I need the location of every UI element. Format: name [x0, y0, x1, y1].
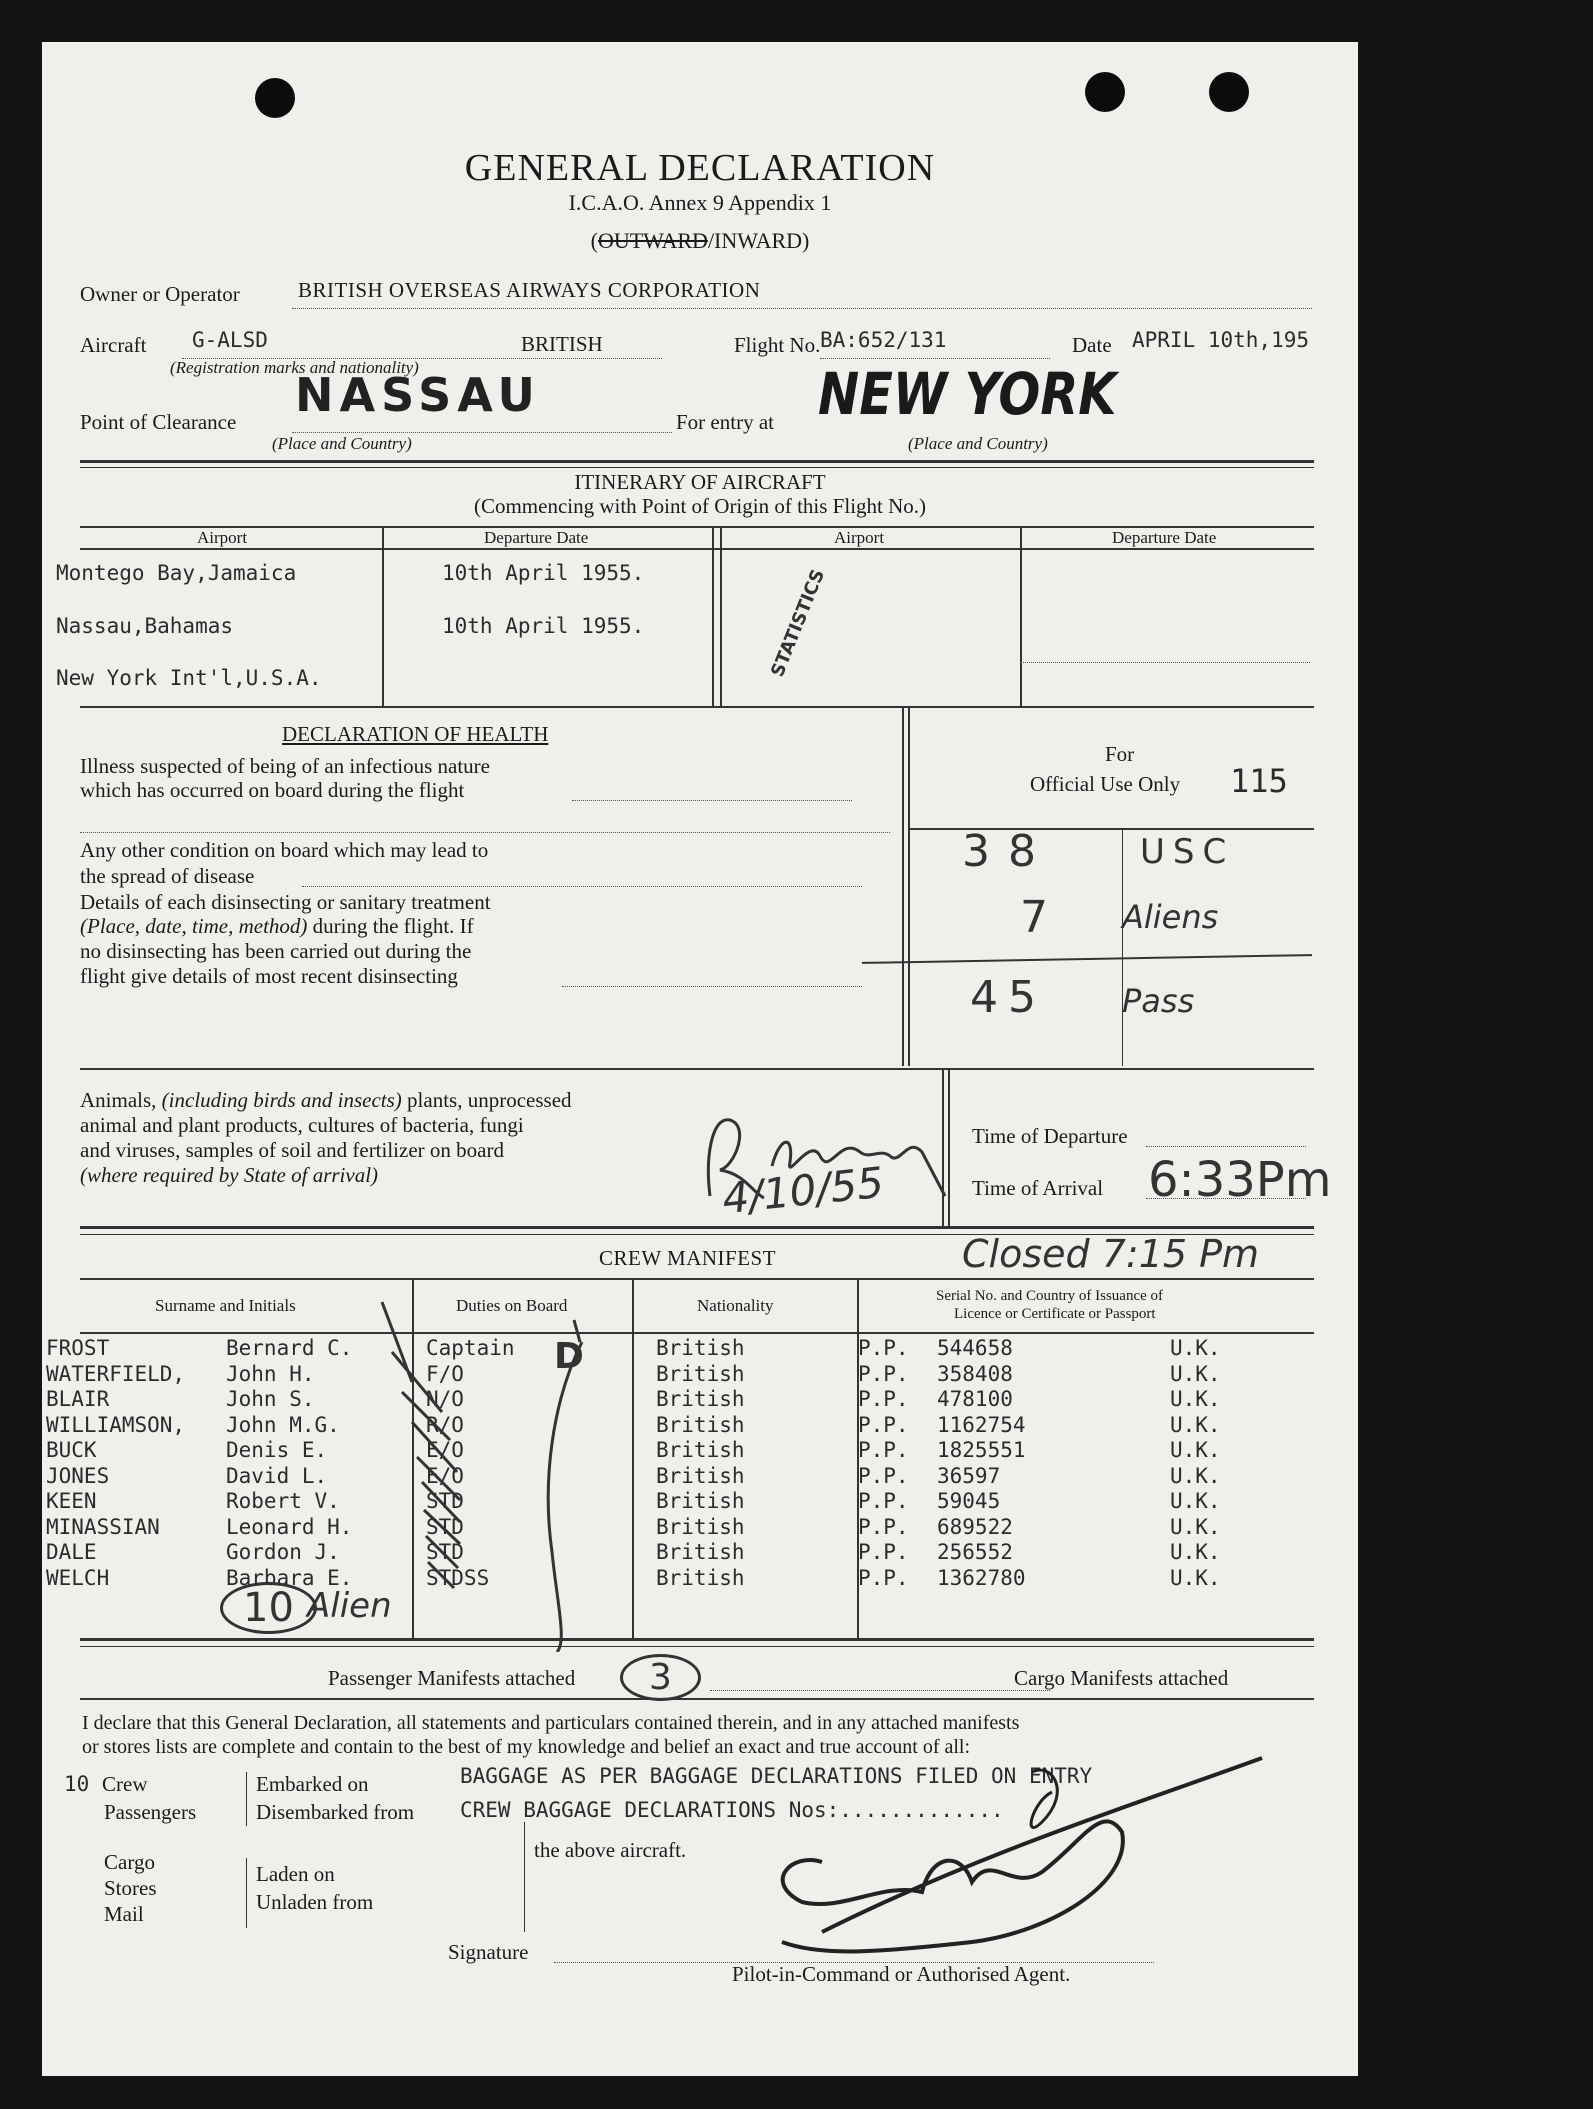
crew-nat: British: [656, 1565, 745, 1590]
clearance-note: (Place and Country): [272, 434, 412, 453]
passenger-manifests-count: 3: [620, 1654, 701, 1701]
arrival-value: 6:33Pm: [1148, 1152, 1332, 1208]
health-title: DECLARATION OF HEALTH: [282, 722, 549, 746]
tally-code-2: Aliens: [1122, 898, 1219, 936]
crew-surname: KEEN: [46, 1489, 97, 1513]
aircraft-registration: G-ALSD: [192, 328, 268, 352]
health-dis-2: (Place, date, time, method) during the flight. If: [80, 914, 474, 938]
captain-mark: D: [554, 1336, 584, 1377]
declaration-line-1: I declare that this General Declaration, all statements and particulars contained therein, and in any attached manifests: [82, 1712, 1020, 1734]
crew-country: U.K.: [1170, 1489, 1221, 1513]
crew-title: CREW MANIFEST: [599, 1246, 777, 1270]
entry-note: (Place and Country): [908, 434, 1048, 453]
official-label: Official Use Only: [1030, 772, 1181, 796]
itinerary-airport-1: Montego Bay,Jamaica: [56, 561, 297, 585]
crew-pp: P.P.: [858, 1412, 909, 1437]
itinerary-date-2: 10th April 1955.: [442, 614, 645, 638]
crew-pp: P.P.: [858, 1336, 909, 1360]
crew-duty: Captain: [426, 1336, 515, 1360]
crew-initials: John H.: [226, 1361, 315, 1386]
tally-count-1: 38: [962, 826, 1054, 877]
aircraft-label: Aircraft: [80, 333, 147, 357]
health-illness-2: which has occurred on board during the flight: [80, 778, 465, 802]
itinerary-col-airport-2: Airport: [834, 528, 885, 547]
punch-hole: [1085, 72, 1125, 112]
clearance-label: Point of Clearance: [80, 410, 237, 434]
crew-pp: P.P.: [858, 1387, 909, 1411]
decl-stores: Stores: [104, 1876, 157, 1900]
baggage-line-1: BAGGAGE AS PER BAGGAGE DECLARATIONS FILED ON ENTRY: [460, 1764, 1093, 1788]
crew-surname: DALE: [46, 1540, 97, 1564]
crew-surname: WELCH: [46, 1565, 110, 1590]
crew-duty: R/O: [426, 1412, 464, 1437]
crew-pp: P.P.: [858, 1514, 909, 1539]
crew-tally-marks: [342, 1282, 742, 1652]
crew-hand-note: Alien: [307, 1586, 392, 1626]
crew-initials: Leonard H.: [226, 1514, 353, 1539]
flight-number: BA:652/131: [820, 328, 947, 352]
crew-serial: 1162754: [937, 1412, 1026, 1437]
flight-label: Flight No.: [734, 333, 821, 357]
crew-duty: E/O: [426, 1463, 464, 1488]
crew-initials: John M.G.: [226, 1412, 340, 1437]
entry-stamp: NEW YORK: [818, 360, 1117, 428]
pilot-signature: [722, 1742, 1342, 1982]
decl-disembarked: Disembarked from: [256, 1800, 415, 1824]
crew-pp: P.P.: [858, 1463, 909, 1488]
decl-embarked: Embarked on: [256, 1772, 369, 1796]
health-dis-3: no disinsecting has been carried out during the: [80, 939, 472, 963]
tally-count-3: 45: [970, 972, 1046, 1023]
crew-surname: BLAIR: [46, 1387, 110, 1411]
crew-nat: British: [656, 1361, 745, 1386]
statistics-stamp: STATISTICS: [767, 566, 830, 680]
crew-country: U.K.: [1170, 1387, 1221, 1411]
health-illness-1: Illness suspected of being of an infectious nature: [80, 754, 490, 778]
crew-initials: John S.: [226, 1387, 315, 1411]
arrival-label: Time of Arrival: [972, 1176, 1104, 1200]
crew-surname: WATERFIELD,: [46, 1361, 186, 1386]
tally-count-2: 7: [1020, 892, 1048, 943]
crew-country: U.K.: [1170, 1463, 1221, 1488]
punch-hole: [1209, 72, 1249, 112]
itinerary-airport-3: New York Int'l,U.S.A.: [56, 666, 322, 690]
pilot-label: Pilot-in-Command or Authorised Agent.: [732, 1962, 1071, 1986]
cargo-manifests-label: Cargo Manifests attached: [1014, 1666, 1229, 1690]
crew-pp: P.P.: [858, 1361, 909, 1386]
decl-passengers: Passengers: [104, 1800, 197, 1824]
decl-crew: Crew: [102, 1772, 148, 1796]
crew-surname: BUCK: [46, 1438, 97, 1462]
crew-nat: British: [656, 1489, 745, 1513]
crew-nat: British: [656, 1412, 745, 1437]
crew-pp: P.P.: [858, 1540, 909, 1564]
declaration-line-2: or stores lists are complete and contain to the best of my knowledge and belief an exact and true account of all:: [82, 1736, 971, 1758]
health-other-2: the spread of disease: [80, 864, 255, 888]
entry-label: For entry at: [676, 410, 774, 434]
crew-pp: P.P.: [858, 1489, 909, 1513]
crew-serial: 358408: [937, 1361, 1013, 1386]
health-dis-1: Details of each disinsecting or sanitary treatment: [80, 890, 491, 914]
crew-serial: 478100: [937, 1387, 1013, 1411]
closed-note: Closed 7:15 Pm: [962, 1232, 1260, 1276]
itinerary-col-airport: Airport: [197, 528, 248, 547]
crew-country: U.K.: [1170, 1412, 1221, 1437]
health-dis-4: flight give details of most recent disinsecting: [80, 964, 458, 988]
animals-line-1: Animals, (including birds and insects) plants, unprocessed: [80, 1088, 572, 1112]
crew-duty: STDSS: [426, 1565, 490, 1590]
crew-hand-total: 10: [220, 1582, 317, 1634]
declaration-form: [42, 42, 1358, 2076]
crew-serial: 1362780: [937, 1565, 1026, 1590]
crew-country: U.K.: [1170, 1540, 1221, 1564]
crew-nat: British: [656, 1514, 745, 1539]
crew-pp: P.P.: [858, 1565, 909, 1590]
crew-col-name: Surname and Initials: [155, 1296, 296, 1315]
crew-initials: Robert V.: [226, 1489, 340, 1513]
form-title: GENERAL DECLARATION: [464, 147, 936, 189]
owner-value: BRITISH OVERSEAS AIRWAYS CORPORATION: [298, 278, 761, 302]
animals-line-2: animal and plant products, cultures of bacteria, fungi: [80, 1113, 524, 1137]
crew-duty: N/O: [426, 1387, 464, 1411]
inspector-date: 4/10/55: [719, 1157, 887, 1224]
crew-surname: MINASSIAN: [46, 1514, 160, 1539]
crew-duty: STD: [426, 1540, 464, 1564]
crew-col-duties: Duties on Board: [456, 1296, 568, 1315]
baggage-line-2: CREW BAGGAGE DECLARATIONS Nos:.............: [460, 1798, 1004, 1822]
decl-unladen: Unladen from: [256, 1890, 374, 1914]
crew-nat: British: [656, 1438, 745, 1462]
crew-count: 10: [64, 1772, 90, 1796]
crew-serial: 689522: [937, 1514, 1013, 1539]
aircraft-nationality: BRITISH: [521, 332, 603, 356]
crew-duty: STD: [426, 1514, 464, 1539]
itinerary-date-1: 10th April 1955.: [442, 561, 645, 585]
decl-laden: Laden on: [256, 1862, 335, 1886]
crew-col-nationality: Nationality: [697, 1296, 774, 1315]
itinerary-subtitle: (Commencing with Point of Origin of this Flight No.): [473, 494, 927, 518]
clearance-stamp: NASSAU: [295, 368, 541, 422]
crew-country: U.K.: [1170, 1514, 1221, 1539]
decl-mail: Mail: [104, 1902, 144, 1926]
official-for: For: [1105, 742, 1135, 766]
registration-note: (Registration marks and nationality): [170, 358, 419, 377]
signature-label: Signature: [448, 1940, 529, 1964]
itinerary-col-departure-2: Departure Date: [1112, 528, 1217, 547]
passenger-manifests-label: Passenger Manifests attached: [328, 1666, 576, 1690]
crew-nat: British: [656, 1540, 745, 1564]
crew-col-serial-1: Serial No. and Country of Issuance of: [936, 1288, 1164, 1304]
crew-serial: 36597: [937, 1463, 1001, 1488]
crew-initials: Barbara E.: [226, 1565, 353, 1590]
crew-country: U.K.: [1170, 1361, 1221, 1386]
official-number: 115: [1230, 762, 1288, 800]
crew-pp: P.P.: [858, 1438, 909, 1462]
crew-nat: British: [656, 1387, 745, 1411]
crew-country: U.K.: [1170, 1565, 1221, 1590]
animals-line-4: (where required by State of arrival): [80, 1163, 379, 1187]
crew-serial: 256552: [937, 1540, 1013, 1564]
decl-above-aircraft: the above aircraft.: [534, 1838, 687, 1862]
crew-country: U.K.: [1170, 1336, 1221, 1360]
crew-serial: 1825551: [937, 1438, 1026, 1462]
animals-line-3: and viruses, samples of soil and fertilizer on board: [80, 1138, 504, 1162]
crew-surname: WILLIAMSON,: [46, 1412, 186, 1437]
crew-duty: STD: [426, 1489, 464, 1513]
crew-initials: Denis E.: [226, 1438, 328, 1462]
itinerary-col-departure: Departure Date: [484, 528, 589, 547]
itinerary-airport-2: Nassau,Bahamas: [56, 614, 234, 638]
tally-code-3: Pass: [1122, 982, 1195, 1020]
crew-serial: 59045: [937, 1489, 1001, 1513]
direction-line: (OUTWARD/INWARD): [590, 228, 810, 253]
crew-surname: FROST: [46, 1336, 110, 1360]
tally-code-1: USC: [1140, 832, 1235, 872]
crew-surname: JONES: [46, 1463, 110, 1488]
crew-duty: F/O: [426, 1361, 464, 1386]
crew-initials: Bernard C.: [226, 1336, 353, 1360]
crew-duty: E/O: [426, 1438, 464, 1462]
decl-cargo: Cargo: [104, 1850, 155, 1874]
itinerary-title: ITINERARY OF AIRCRAFT: [574, 470, 826, 494]
health-other-1: Any other condition on board which may lead to: [80, 838, 489, 862]
crew-initials: David L.: [226, 1463, 328, 1488]
owner-label: Owner or Operator: [80, 282, 240, 306]
date-label: Date: [1072, 333, 1112, 357]
crew-country: U.K.: [1170, 1438, 1221, 1462]
crew-nat: British: [656, 1463, 745, 1488]
crew-initials: Gordon J.: [226, 1540, 340, 1564]
outward-struck: OUTWARD: [597, 228, 708, 253]
departure-label: Time of Departure: [972, 1124, 1128, 1148]
punch-hole: [255, 78, 295, 118]
date-value: APRIL 10th,195: [1132, 328, 1310, 352]
form-subtitle: I.C.A.O. Annex 9 Appendix 1: [568, 190, 832, 215]
crew-serial: 544658: [937, 1336, 1013, 1360]
crew-nat: British: [656, 1336, 745, 1360]
crew-col-serial-2: Licence or Certificate or Passport: [954, 1306, 1156, 1322]
